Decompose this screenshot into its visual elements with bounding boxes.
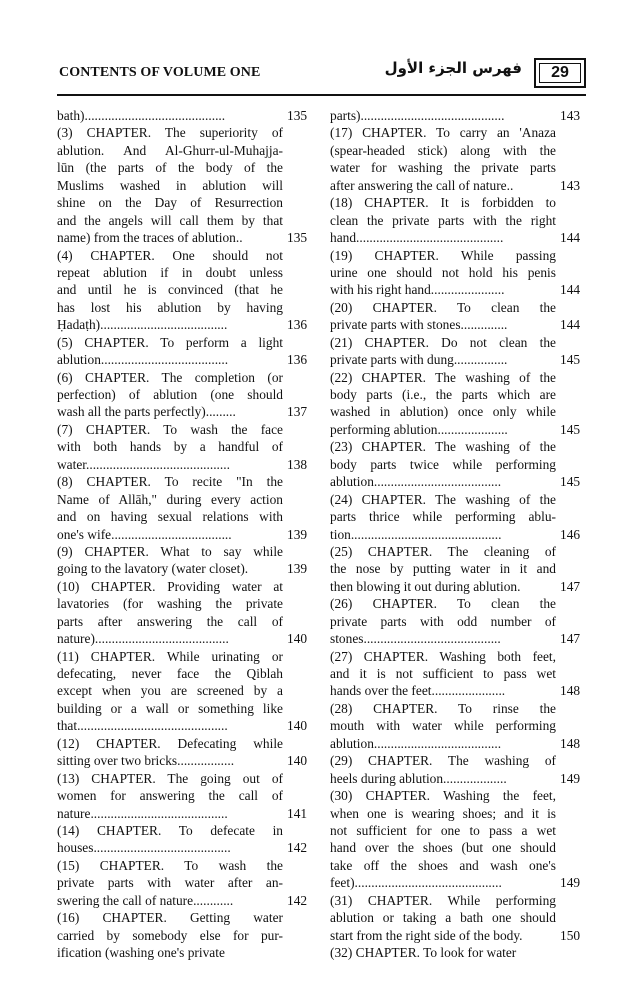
toc-entry-line bbox=[330, 648, 556, 665]
toc-entry-text: not sufficient for one to pass a wet bbox=[330, 822, 556, 838]
toc-entry-line bbox=[57, 229, 308, 246]
toc-entry bbox=[57, 247, 308, 334]
toc-entry-text: body parts (i.e., the parts which are bbox=[330, 387, 556, 402]
toc-entry-text: (15) CHAPTER. To wash the bbox=[57, 857, 283, 873]
toc-page-number: 146 bbox=[560, 526, 581, 542]
toc-entry bbox=[57, 473, 308, 543]
toc-entry-line bbox=[57, 456, 308, 473]
toc-page-number: 137 bbox=[287, 404, 308, 420]
toc-entry bbox=[57, 334, 308, 369]
toc-entry bbox=[330, 752, 581, 787]
toc-entry-text: hand............................................ bbox=[330, 230, 504, 246]
toc-page-number: 142 bbox=[287, 840, 308, 856]
toc-entry-line bbox=[57, 927, 283, 944]
toc-entry-line bbox=[57, 369, 283, 386]
toc-entry-line bbox=[330, 177, 581, 194]
toc-entry-text: tion............................................. bbox=[330, 526, 502, 542]
toc-entry-line bbox=[57, 735, 283, 752]
toc-entry-text: except when you are screened by a bbox=[57, 683, 283, 699]
toc-page-number: 144 bbox=[560, 317, 581, 333]
toc-entry bbox=[330, 299, 581, 334]
toc-entry bbox=[330, 107, 581, 124]
toc-entry-line bbox=[330, 578, 581, 595]
toc-page-number: 150 bbox=[560, 927, 581, 943]
toc-entry-line bbox=[330, 560, 556, 577]
toc-entry-line bbox=[57, 682, 283, 699]
toc-page-number: 144 bbox=[560, 282, 581, 298]
toc-entry-line bbox=[57, 351, 308, 368]
toc-entry-text: one's wife.................................... bbox=[57, 526, 232, 542]
toc-entry-text: (24) CHAPTER. The washing of the bbox=[330, 491, 556, 507]
toc-page-number: 135 bbox=[287, 108, 308, 123]
toc-entry-text: private parts with odd number of bbox=[330, 613, 556, 629]
toc-entry-line bbox=[57, 630, 308, 647]
toc-entry-text: when one is wearing shoes; and it is bbox=[330, 805, 556, 821]
toc-entry-text: (9) CHAPTER. What to say while bbox=[57, 543, 283, 559]
toc-entry-line bbox=[57, 857, 283, 874]
toc-entry-line bbox=[330, 456, 556, 473]
toc-entry-text: (29) CHAPTER. The washing of bbox=[330, 753, 556, 769]
toc-entry-text: clean the private parts with the right bbox=[330, 212, 556, 228]
toc-entry-line bbox=[57, 944, 283, 961]
toc-entry-line bbox=[330, 473, 581, 490]
toc-entry-line bbox=[330, 526, 581, 543]
toc-entry-text: and the angels will call them by that bbox=[57, 212, 283, 228]
toc-entry-line bbox=[57, 438, 283, 455]
toc-entry-line bbox=[57, 839, 308, 856]
toc-entry-text: stones......................................... bbox=[330, 631, 501, 647]
toc-entry-text: ablution or taking a bath one should bbox=[330, 910, 556, 926]
toc-entry-text: (13) CHAPTER. The going out of bbox=[57, 770, 283, 786]
toc-entry bbox=[330, 491, 581, 543]
toc-entry-line bbox=[57, 247, 283, 264]
toc-entry-line bbox=[330, 857, 556, 874]
toc-entry-line bbox=[57, 421, 283, 438]
toc-entry-text: performing ablution..................... bbox=[330, 421, 508, 437]
toc-entry-line bbox=[330, 491, 556, 508]
toc-entry-text: perfection) of ablution (one should bbox=[57, 387, 283, 402]
toc-entry-text: body parts twice while performing bbox=[330, 456, 556, 472]
toc-entry-line bbox=[57, 403, 308, 420]
toc-entry-text: parts after answering the call of bbox=[57, 613, 283, 629]
toc-entry-text: swering the call of nature............ bbox=[57, 892, 234, 908]
toc-entry-line bbox=[330, 107, 581, 124]
toc-entry-text: ablution...................................... bbox=[57, 352, 229, 368]
toc-entry-line bbox=[330, 839, 556, 856]
toc-entry-text: (10) CHAPTER. Providing water at bbox=[57, 578, 283, 594]
toc-entry-line bbox=[330, 543, 556, 560]
toc-entry-text: defecating, never face the Qiblah bbox=[57, 666, 283, 681]
toc-entry-line bbox=[330, 281, 581, 298]
toc-entry-text: (16) CHAPTER. Getting water bbox=[57, 910, 283, 926]
toc-entry-line bbox=[330, 247, 556, 264]
toc-page-number: 139 bbox=[287, 561, 308, 577]
toc-entry-line bbox=[57, 281, 283, 298]
toc-entry-text: (11) CHAPTER. While urinating or bbox=[57, 648, 283, 664]
toc-entry-text: with his right hand...................... bbox=[330, 282, 505, 298]
toc-entry-line bbox=[330, 909, 556, 926]
toc-entry bbox=[330, 892, 581, 944]
toc-entry bbox=[330, 595, 581, 647]
toc-entry-text: feet)............................................ bbox=[330, 875, 502, 891]
arabic-running-title: فهرس الجزء الأول bbox=[384, 59, 522, 77]
toc-entry-line bbox=[330, 369, 556, 386]
toc-page-number: 147 bbox=[560, 631, 581, 647]
toc-entry-text: repeat ablution if in doubt unless bbox=[57, 264, 283, 280]
toc-entry-text: building or a wall or something like bbox=[57, 700, 283, 716]
toc-entry-text: (20) CHAPTER. To clean the bbox=[330, 299, 556, 315]
toc-entry-line bbox=[330, 264, 556, 281]
toc-entry-text: (8) CHAPTER. To recite "In the bbox=[57, 474, 283, 490]
toc-entry-line bbox=[57, 508, 283, 525]
toc-entry-line bbox=[330, 386, 556, 403]
toc-entry-text: nature)........................................ bbox=[57, 631, 229, 647]
toc-entry-text: shine on the Day of Resurrection bbox=[57, 195, 283, 211]
toc-entry-line bbox=[57, 177, 283, 194]
toc-entry-line bbox=[57, 752, 308, 769]
toc-entry-text: (28) CHAPTER. To rinse the bbox=[330, 700, 556, 716]
toc-entry bbox=[57, 543, 308, 578]
toc-entry-text: (21) CHAPTER. Do not clean the bbox=[330, 334, 556, 350]
toc-entry-line bbox=[330, 927, 581, 944]
page-number: 29 bbox=[539, 63, 581, 83]
toc-entry-text: carried by somebody else for pur- bbox=[57, 927, 283, 943]
toc-entry-line bbox=[57, 648, 283, 665]
toc-entry-line bbox=[57, 543, 283, 560]
toc-entry-text: parts thrice while performing ablu- bbox=[330, 509, 556, 525]
toc-entry-line bbox=[330, 613, 556, 630]
toc-entry-line bbox=[57, 194, 283, 211]
toc-entry-text: and until he is convinced (that he bbox=[57, 282, 283, 298]
toc-page-number: 144 bbox=[560, 230, 581, 246]
toc-entry-line bbox=[330, 874, 581, 891]
toc-page-number: 148 bbox=[560, 683, 581, 699]
toc-entry-line bbox=[57, 578, 283, 595]
toc-entry-text: Ḥadaṭh)...................................... bbox=[57, 317, 228, 333]
toc-entry-text: mouth with water while performing bbox=[330, 718, 556, 734]
toc-page-number: 140 bbox=[287, 631, 308, 647]
toc-page-number: 140 bbox=[287, 753, 308, 769]
toc-entry-line bbox=[57, 264, 283, 281]
toc-entry-line bbox=[57, 665, 283, 682]
toc-entry-text: (30) CHAPTER. Washing the feet, bbox=[330, 788, 556, 804]
toc-entry-text: (22) CHAPTER. The washing of the bbox=[330, 369, 556, 385]
toc-entry-line bbox=[330, 508, 556, 525]
toc-entry-line bbox=[57, 526, 308, 543]
toc-entry-text: urine one should not hold his penis bbox=[330, 264, 556, 280]
toc-entry-text: private parts with stones.............. bbox=[330, 317, 508, 333]
toc-entry-text: (6) CHAPTER. The completion (or bbox=[57, 369, 283, 385]
toc-entry bbox=[330, 700, 581, 752]
toc-entry-text: nature......................................... bbox=[57, 805, 228, 821]
toc-entry-line bbox=[57, 299, 283, 316]
toc-entry-line bbox=[57, 770, 283, 787]
toc-entry-line bbox=[57, 316, 308, 333]
toc-entry-line bbox=[330, 944, 556, 961]
toc-entry-line bbox=[330, 595, 556, 612]
contents-column-left bbox=[57, 107, 308, 961]
toc-entry-line bbox=[330, 316, 581, 333]
toc-page-number: 135 bbox=[287, 230, 308, 246]
toc-entry-text: water for washing the private parts bbox=[330, 160, 556, 176]
toc-entry-text: houses......................................... bbox=[57, 840, 231, 856]
toc-entry-text: sitting over two bricks................. bbox=[57, 753, 235, 769]
running-title: CONTENTS OF VOLUME ONE bbox=[59, 65, 261, 80]
toc-entry-line bbox=[330, 124, 556, 141]
toc-entry bbox=[57, 107, 308, 124]
toc-entry-text: (27) CHAPTER. Washing both feet, bbox=[330, 648, 556, 664]
toc-entry-line bbox=[57, 595, 283, 612]
toc-entry-line bbox=[57, 892, 308, 909]
toc-entry-line bbox=[57, 334, 283, 351]
toc-entry-text: parts)........................................... bbox=[330, 108, 505, 123]
toc-entry-text: (32) CHAPTER. To look for water bbox=[330, 945, 517, 960]
toc-entry-line bbox=[330, 630, 581, 647]
toc-entry-text: private parts with dung................ bbox=[330, 352, 508, 368]
toc-entry-line bbox=[330, 351, 581, 368]
toc-entry-text: then blowing it out during ablution. bbox=[330, 578, 521, 594]
toc-entry-text: going to the lavatory (water closet). bbox=[57, 561, 249, 577]
toc-entry-text: hands over the feet...................... bbox=[330, 683, 506, 699]
toc-page-number: 143 bbox=[560, 177, 581, 193]
toc-page-number: 148 bbox=[560, 735, 581, 751]
toc-entry-line bbox=[330, 682, 581, 699]
toc-entry-text: hand over the shoes (but one should bbox=[330, 840, 556, 856]
toc-entry-text: Name of Allāh," during every action bbox=[57, 491, 283, 507]
toc-entry-line bbox=[330, 700, 556, 717]
toc-page-number: 138 bbox=[287, 456, 308, 472]
toc-entry bbox=[330, 124, 581, 194]
toc-entry-line bbox=[330, 334, 556, 351]
toc-entry-text: take off the shoes and wash one's bbox=[330, 857, 556, 873]
contents-column-right bbox=[330, 107, 581, 961]
toc-entry-line bbox=[330, 229, 581, 246]
toc-entry bbox=[57, 369, 308, 421]
toc-entry-text: (18) CHAPTER. It is forbidden to bbox=[330, 195, 556, 211]
toc-entry-text: (12) CHAPTER. Defecating while bbox=[57, 735, 283, 751]
toc-entry-text: lavatories (for washing the private bbox=[57, 596, 283, 612]
toc-entry-line bbox=[330, 142, 556, 159]
page-number-box bbox=[534, 58, 586, 88]
toc-entry-text: (5) CHAPTER. To perform a light bbox=[57, 334, 283, 350]
toc-entry-line bbox=[330, 194, 556, 211]
toc-entry-text: ablution...................................... bbox=[330, 474, 502, 490]
toc-entry-line bbox=[57, 805, 308, 822]
toc-entry-line bbox=[57, 124, 283, 141]
toc-page-number: 143 bbox=[560, 108, 581, 123]
toc-entry-text: with both hands by a handful of bbox=[57, 439, 283, 455]
toc-entry bbox=[57, 735, 308, 770]
toc-entry-text: (23) CHAPTER. The washing of the bbox=[330, 439, 556, 455]
toc-entry-text: washed in ablution) once only while bbox=[330, 404, 556, 420]
toc-entry-line bbox=[330, 299, 556, 316]
toc-entry bbox=[330, 247, 581, 299]
toc-entry-line bbox=[330, 822, 556, 839]
page-header bbox=[57, 58, 586, 92]
toc-entry-text: Muslims washed in ablution will bbox=[57, 177, 283, 193]
toc-entry-line bbox=[57, 700, 283, 717]
toc-entry-text: name) from the traces of ablution.. bbox=[57, 230, 243, 246]
toc-entry-line bbox=[57, 159, 283, 176]
toc-entry-text: ablution...................................... bbox=[330, 735, 502, 751]
toc-entry-line bbox=[57, 787, 283, 804]
toc-entry bbox=[330, 944, 556, 961]
toc-entry-line bbox=[330, 717, 556, 734]
toc-entry-line bbox=[57, 212, 283, 229]
toc-entry-text: (7) CHAPTER. To wash the face bbox=[57, 421, 283, 437]
toc-entry bbox=[57, 124, 308, 246]
toc-entry bbox=[330, 787, 581, 892]
toc-entry-line bbox=[57, 613, 283, 630]
toc-entry-text: ablution. And Al-Ghurr-ul-Muhajja- bbox=[57, 142, 283, 158]
toc-entry-line bbox=[57, 491, 283, 508]
toc-entry bbox=[330, 648, 581, 700]
toc-entry-text: (26) CHAPTER. To clean the bbox=[330, 596, 556, 612]
toc-entry bbox=[330, 194, 581, 246]
toc-entry-text: and it is not sufficient to pass wet bbox=[330, 666, 556, 681]
toc-entry-line bbox=[57, 822, 283, 839]
toc-entry-text: wash all the parts perfectly)......... bbox=[57, 404, 236, 420]
toc-entry-text: (3) CHAPTER. The superiority of bbox=[57, 125, 283, 141]
toc-page-number: 145 bbox=[560, 474, 581, 490]
toc-entry-text: private parts with water after an- bbox=[57, 875, 283, 891]
toc-entry-line bbox=[57, 107, 308, 124]
toc-entry-text: lūn (the parts of the body of the bbox=[57, 160, 283, 176]
toc-entry-text: (17) CHAPTER. To carry an 'Anaza bbox=[330, 125, 556, 141]
toc-entry-line bbox=[330, 735, 581, 752]
toc-page-number: 140 bbox=[287, 718, 308, 734]
toc-entry-text: after answering the call of nature.. bbox=[330, 177, 514, 193]
toc-entry-text: that............................................. bbox=[57, 718, 228, 734]
header-rule bbox=[57, 94, 586, 96]
toc-page-number: 145 bbox=[560, 421, 581, 437]
toc-entry bbox=[330, 369, 581, 439]
toc-entry-text: (31) CHAPTER. While performing bbox=[330, 892, 556, 908]
toc-entry-line bbox=[330, 787, 556, 804]
toc-page-number: 139 bbox=[287, 526, 308, 542]
toc-entry-line bbox=[330, 421, 581, 438]
toc-entry bbox=[57, 578, 308, 648]
toc-entry bbox=[57, 822, 308, 857]
toc-entry bbox=[330, 334, 581, 369]
toc-entry-text: (25) CHAPTER. The cleaning of bbox=[330, 543, 556, 559]
toc-entry-line bbox=[57, 142, 283, 159]
toc-entry-line bbox=[57, 717, 308, 734]
toc-entry bbox=[57, 857, 308, 909]
toc-entry-line bbox=[330, 770, 581, 787]
toc-entry-line bbox=[330, 403, 556, 420]
toc-entry bbox=[57, 648, 308, 735]
toc-entry-line bbox=[57, 386, 283, 403]
toc-page-number: 136 bbox=[287, 352, 308, 368]
toc-entry-line bbox=[330, 212, 556, 229]
toc-entry-text: start from the right side of the body. bbox=[330, 927, 523, 943]
toc-entry bbox=[330, 543, 581, 595]
toc-entry-text: has lost his ablution by having bbox=[57, 299, 283, 315]
toc-entry-text: women for answering the call of bbox=[57, 788, 283, 804]
toc-page-number: 136 bbox=[287, 317, 308, 333]
toc-entry-text: ification (washing one's private bbox=[57, 945, 225, 960]
toc-entry-text: bath).......................................... bbox=[57, 108, 226, 123]
toc-entry-line bbox=[330, 752, 556, 769]
toc-page-number: 147 bbox=[560, 578, 581, 594]
toc-entry-text: (spear-headed stick) along with the bbox=[330, 142, 556, 158]
toc-page-number: 149 bbox=[560, 770, 581, 786]
toc-entry bbox=[57, 421, 308, 473]
toc-entry-text: (4) CHAPTER. One should not bbox=[57, 247, 283, 263]
toc-entry bbox=[57, 909, 283, 961]
toc-entry-line bbox=[57, 560, 308, 577]
toc-page-number: 141 bbox=[287, 805, 308, 821]
toc-entry-text: heels during ablution................... bbox=[330, 770, 507, 786]
toc-entry-line bbox=[57, 473, 283, 490]
toc-entry-line bbox=[330, 665, 556, 682]
toc-entry-text: and on having sexual relations with bbox=[57, 509, 283, 525]
toc-page-number: 145 bbox=[560, 352, 581, 368]
toc-page-number: 149 bbox=[560, 875, 581, 891]
toc-entry bbox=[330, 438, 581, 490]
toc-page-number: 142 bbox=[287, 892, 308, 908]
toc-entry-text: the nose by putting water in it and bbox=[330, 561, 556, 577]
toc-entry-line bbox=[57, 874, 283, 891]
toc-entry-line bbox=[330, 438, 556, 455]
toc-entry-line bbox=[330, 159, 556, 176]
toc-entry-line bbox=[330, 892, 556, 909]
toc-entry-line bbox=[330, 805, 556, 822]
toc-entry-text: (14) CHAPTER. To defecate in bbox=[57, 822, 283, 838]
toc-entry-text: water........................................... bbox=[57, 456, 230, 472]
toc-entry bbox=[57, 770, 308, 822]
toc-entry-text: (19) CHAPTER. While passing bbox=[330, 247, 556, 263]
toc-entry-line bbox=[57, 909, 283, 926]
